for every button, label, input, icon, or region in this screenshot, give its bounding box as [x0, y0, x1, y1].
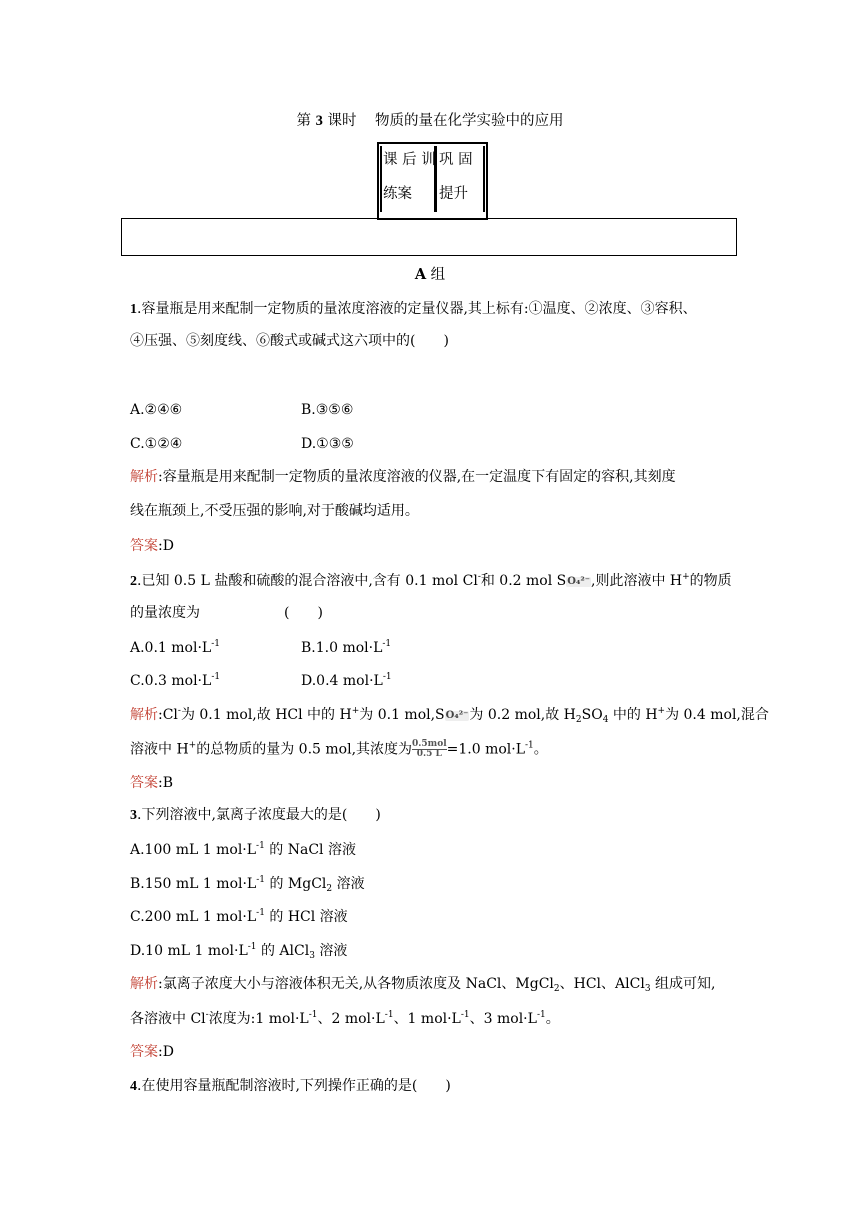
q3-option-c: C.200 mL 1 $mol\cdot L^{-1}$ 的 HCl 溶液	[130, 908, 348, 925]
q2-option-d: D.0.4 $mol\cdot L^{-1}$	[301, 672, 392, 689]
concentration-fraction: $\frac{\text{0.5mol}}{0.5 L}$	[412, 739, 447, 759]
q3-option-b: B.150 mL 1 $mol\cdot L^{-1}$ 的 MgCl$_2$ 溶液	[130, 875, 365, 894]
label-right-line1: 巩 固	[439, 152, 473, 168]
group-title: A 组	[414, 266, 446, 283]
q2-option-c: C.0.3 $mol\cdot L^{-1}$	[130, 672, 221, 689]
q3-analysis-line2: 各溶液中 Cl-浓度为:1 $mol\cdot L^{-1}$、2 $mol\cdot L^{-1}$、1 $mol\cdot L^{-1}$、3 $mol\cdot L^{-1}$。	[130, 1010, 560, 1027]
q2-analysis-line1: 解析:Cl-为 0.1 mol,故 HCl 中的 H+为 0.1 mol,SO₄²⁻为 0.2 mol,故 $H_2SO_4$ 中的 H+为 0.4 mol,混合	[130, 706, 769, 725]
q3-analysis-line1: 解析:氯离子浓度大小与溶液体积无关,从各物质浓度及 NaCl、MgCl$_2$、HCl、AlCl$_3$ 组成可知,	[130, 976, 716, 994]
q2-option-a: A.0.1 $mol\cdot L^{-1}$	[130, 639, 220, 656]
section-label-box	[377, 142, 488, 220]
q4-stem: 4.在使用容量瓶配制溶液时,下列操作正确的是( )	[130, 1078, 451, 1094]
q1-analysis-line1: 解析:容量瓶是用来配制一定物质的量浓度溶液的仪器,在一定温度下有固定的容积,其刻度	[130, 469, 676, 485]
q3-answer: 答案:D	[130, 1044, 174, 1060]
q2-answer: 答案:B	[130, 775, 174, 791]
sulfate-ion-image: O₄²⁻	[567, 576, 590, 587]
q1-stem-line2: ④压强、⑤刻度线、⑥酸式或碱式这六项中的( )	[130, 333, 449, 349]
q1-option-d: D.①③⑤	[301, 436, 354, 452]
q1-option-b: B.③⑤⑥	[301, 402, 354, 418]
label-right-line2: 提升	[439, 186, 468, 202]
q2-option-b: B.1.0 $mol\cdot L^{-1}$	[301, 639, 392, 656]
q1-stem-line1: 1.容量瓶是用来配制一定物质的量浓度溶液的定量仪器,其上标有:①温度、②浓度、③容积、	[130, 301, 697, 317]
q1-option-a: A.②④⑥	[130, 402, 183, 418]
q1-option-c: C.①②④	[130, 436, 183, 452]
label-left-line1: 课 后 训	[383, 152, 436, 168]
lesson-title: 第 3 课时 物质的量在化学实验中的应用	[296, 113, 564, 129]
empty-answer-box	[121, 218, 737, 256]
q3-option-a: A.100 mL 1 $mol\cdot L^{-1}$ 的 NaCl 溶液	[130, 841, 356, 858]
q3-option-d: D.10 mL 1 $mol\cdot L^{-1}$ 的 AlCl$_3$ 溶液	[130, 942, 348, 961]
q3-stem: 3.下列溶液中,氯离子浓度最大的是( )	[130, 807, 381, 823]
q2-stem-line1: 2.已知 0.5 L 盐酸和硫酸的混合溶液中,含有 0.1 mol Cl-和 0.2 mol SO₄²⁻,则此溶液中 H+的物质	[130, 572, 732, 589]
q1-answer: 答案:D	[130, 538, 174, 554]
q1-analysis-line2: 线在瓶颈上,不受压强的影响,对于酸碱均适用。	[130, 503, 419, 519]
sulfate-ion-image: O₄²⁻	[445, 710, 469, 721]
label-left-line2: 练案	[383, 186, 412, 202]
q2-stem-line2: 的量浓度为 ( )	[130, 605, 323, 621]
q2-analysis-line2: 溶液中 H+的总物质的量为 0.5 mol,其浓度为 $\frac{\text{0.5mol}}{0.5 L}$ =1.0 $mol\cdot L^{-1}$。	[130, 739, 548, 759]
